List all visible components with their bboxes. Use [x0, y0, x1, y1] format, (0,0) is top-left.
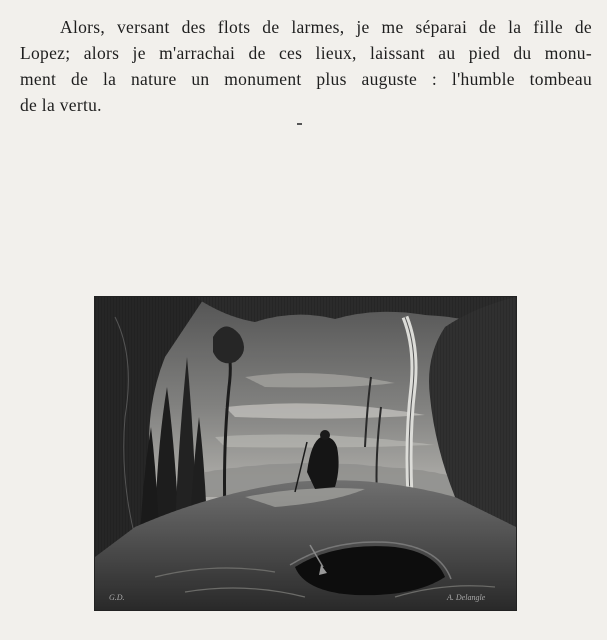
engraving-illustration [94, 296, 517, 611]
section-dash [297, 123, 302, 125]
paragraph [20, 14, 592, 118]
paragraph-line-1: Alors, versant des flots de larmes, je me séparai de la fille de [60, 17, 592, 37]
engraving-svg [95, 297, 516, 610]
engraver-signature-left: G.D. [109, 593, 125, 602]
engraver-signature-right: A. Delangle [447, 593, 486, 602]
paragraph-line-4: de la vertu. [20, 95, 102, 115]
paragraph-line-3: ment de la nature un monument plus auguste : l'humble tombeau [20, 69, 592, 89]
paragraph-line-2: Lopez; alors je m'arrachai de ces lieux, laissant au pied du monu- [20, 43, 592, 63]
